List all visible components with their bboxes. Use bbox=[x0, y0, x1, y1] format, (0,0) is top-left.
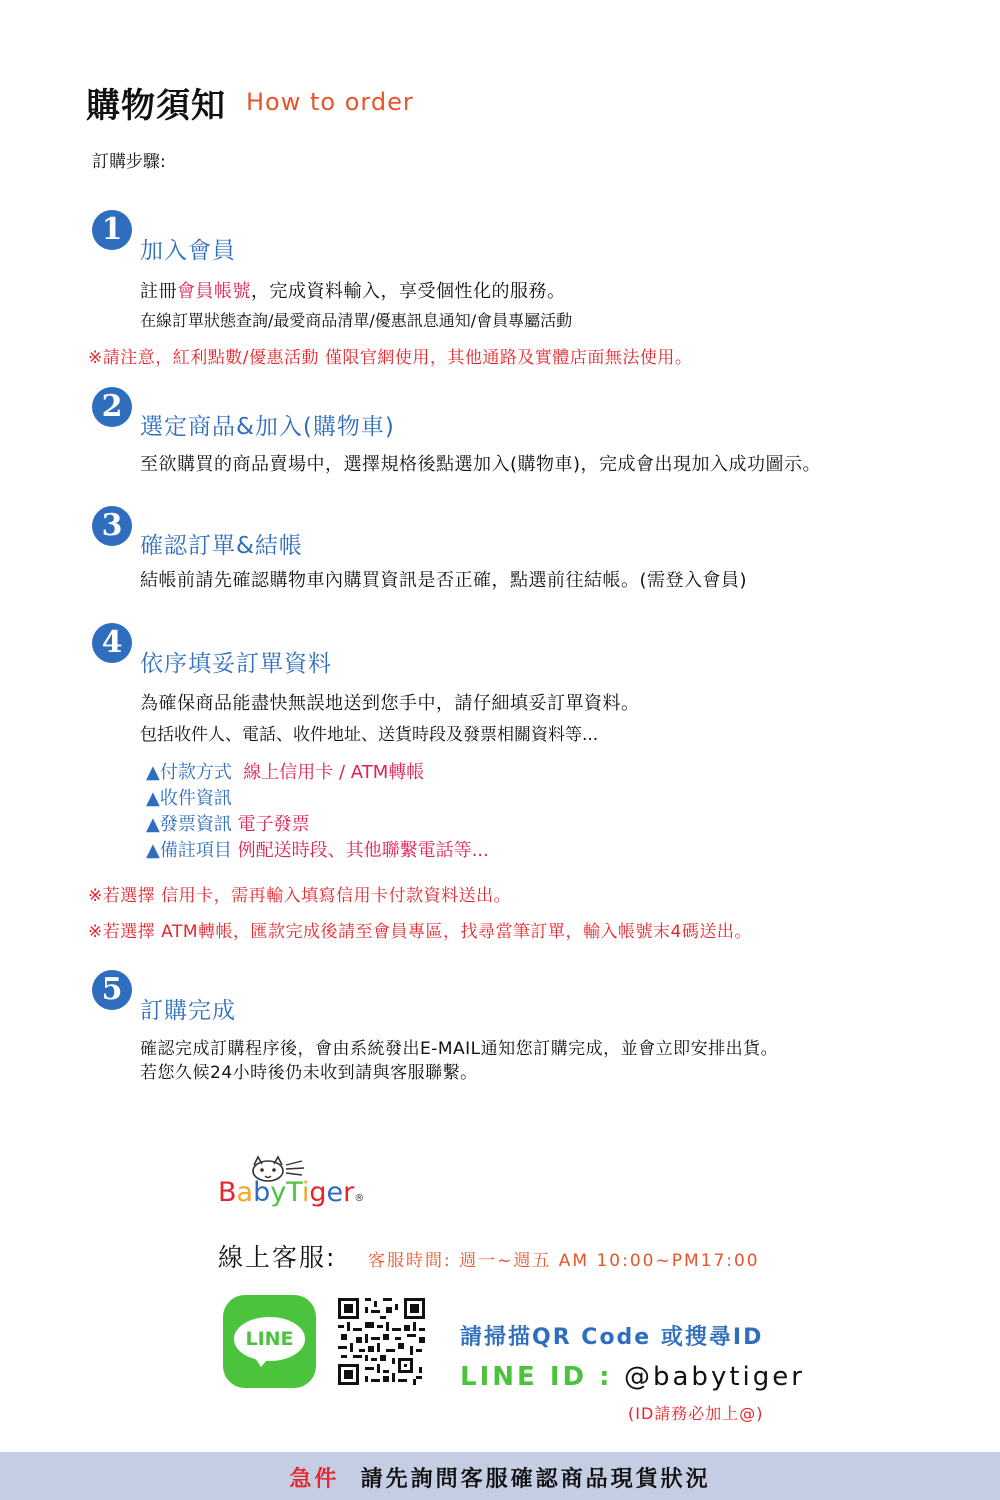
line-id-note: (ID請務必加上@) bbox=[628, 1404, 764, 1423]
step-4-line1: 為確保商品能盡快無誤地送到您手中，請仔細填妥訂單資料。 bbox=[140, 693, 640, 714]
item-label: ▲付款方式 bbox=[146, 762, 232, 783]
page-title: 購物須知 bbox=[86, 86, 226, 126]
step-1-title: 加入會員 bbox=[140, 238, 236, 264]
step-4-item-remarks bbox=[146, 836, 489, 862]
item-label: ▲發票資訊 bbox=[146, 814, 232, 835]
line-scan-instruction: 請掃描QR Code 或搜尋ID bbox=[460, 1325, 764, 1350]
logo-letter: B bbox=[218, 1177, 237, 1208]
step-4-item-recipient bbox=[146, 784, 232, 810]
babytiger-logo bbox=[218, 1155, 365, 1215]
step-1-line2: 在線訂單狀態查詢/最愛商品清單/優惠訊息通知/會員專屬活動 bbox=[140, 311, 573, 330]
logo-registered-mark: ® bbox=[354, 1193, 365, 1204]
service-time: 客服時間: 週一~週五 AM 10:00~PM17:00 bbox=[368, 1251, 760, 1271]
service-label: 線上客服: bbox=[218, 1243, 337, 1272]
page-subtitle-en: How to order bbox=[246, 88, 414, 116]
line-app-icon[interactable] bbox=[223, 1295, 316, 1388]
logo-letter: i bbox=[301, 1177, 310, 1208]
steps-label: 訂購步驟: bbox=[92, 152, 166, 172]
step-number-4: 4 bbox=[92, 623, 132, 663]
step-5-title: 訂購完成 bbox=[140, 998, 236, 1024]
item-detail: 電子發票 bbox=[237, 814, 310, 835]
step-3-line1: 結帳前請先確認購物車內購買資訊是否正確，點選前往結帳。(需登入會員) bbox=[140, 570, 748, 591]
step-4-item-invoice bbox=[146, 810, 310, 836]
logo-letter: b bbox=[253, 1177, 271, 1208]
line-id-value[interactable]: @babytiger bbox=[624, 1362, 805, 1392]
urgent-message: 請先詢問客服確認商品現貨狀況 bbox=[360, 1467, 711, 1492]
logo-letter: e bbox=[326, 1177, 344, 1208]
step-1-line1-highlight: 會員帳號 bbox=[177, 281, 251, 302]
step-number-3: 3 bbox=[92, 506, 132, 546]
step-5-line1: 確認完成訂購程序後，會由系統發出E-MAIL通知您訂購完成，並會立即安排出貨。 bbox=[140, 1039, 779, 1059]
step-1-line1-pre: 註冊 bbox=[140, 281, 177, 302]
step-number-2: 2 bbox=[92, 387, 132, 427]
step-4-line2: 包括收件人、電話、收件地址、送貨時段及發票相關資料等... bbox=[140, 725, 599, 745]
urgent-label: 急件 bbox=[289, 1467, 340, 1492]
logo-letter: g bbox=[309, 1177, 327, 1208]
item-detail: 例配送時段、其他聯繫電話等... bbox=[237, 840, 489, 861]
step-1-line1-post: ，完成資料輸入，享受個性化的服務。 bbox=[251, 281, 566, 302]
logo-wordmark bbox=[218, 1177, 364, 1208]
step-4-item-payment bbox=[146, 758, 424, 784]
logo-letter: r bbox=[343, 1177, 355, 1208]
step-1-line1 bbox=[140, 277, 566, 303]
urgent-notice-text bbox=[0, 1462, 1000, 1493]
step-4-title: 依序填妥訂單資料 bbox=[140, 651, 332, 677]
line-bubble-tail bbox=[253, 1355, 271, 1367]
step-3-title: 確認訂單&結帳 bbox=[140, 533, 303, 559]
item-detail: 線上信用卡 / ATM轉帳 bbox=[243, 762, 425, 783]
step-number-1: 1 bbox=[92, 210, 132, 250]
step-2-title: 選定商品&加入(購物車) bbox=[140, 414, 395, 440]
step-1-note: ※請注意，紅利點數/優惠活動 僅限官網使用，其他通路及實體店面無法使用。 bbox=[88, 348, 693, 368]
qr-code[interactable] bbox=[338, 1298, 425, 1385]
logo-letter: T bbox=[286, 1177, 302, 1208]
step-number-5: 5 bbox=[92, 970, 132, 1010]
urgent-notice-bar bbox=[0, 1452, 1000, 1500]
logo-letter: a bbox=[236, 1177, 254, 1208]
step-5-line2: 若您久候24小時後仍未收到請與客服聯繫。 bbox=[140, 1063, 478, 1083]
line-icon-label: LINE bbox=[234, 1317, 305, 1361]
step-4-note-atm: ※若選擇 ATM轉帳，匯款完成後請至會員專區，找尋當筆訂單，輸入帳號末4碼送出。 bbox=[88, 922, 752, 942]
step-4-note-credit: ※若選擇 信用卡，需再輸入填寫信用卡付款資料送出。 bbox=[88, 886, 512, 906]
step-2-line1: 至欲購買的商品賣場中，選擇規格後點選加入(購物車)，完成會出現加入成功圖示。 bbox=[140, 454, 822, 475]
line-id-label: LINE ID : bbox=[460, 1362, 613, 1392]
logo-letter: y bbox=[270, 1177, 287, 1208]
item-label: ▲備註項目 bbox=[146, 840, 232, 861]
item-label: ▲收件資訊 bbox=[146, 788, 232, 809]
